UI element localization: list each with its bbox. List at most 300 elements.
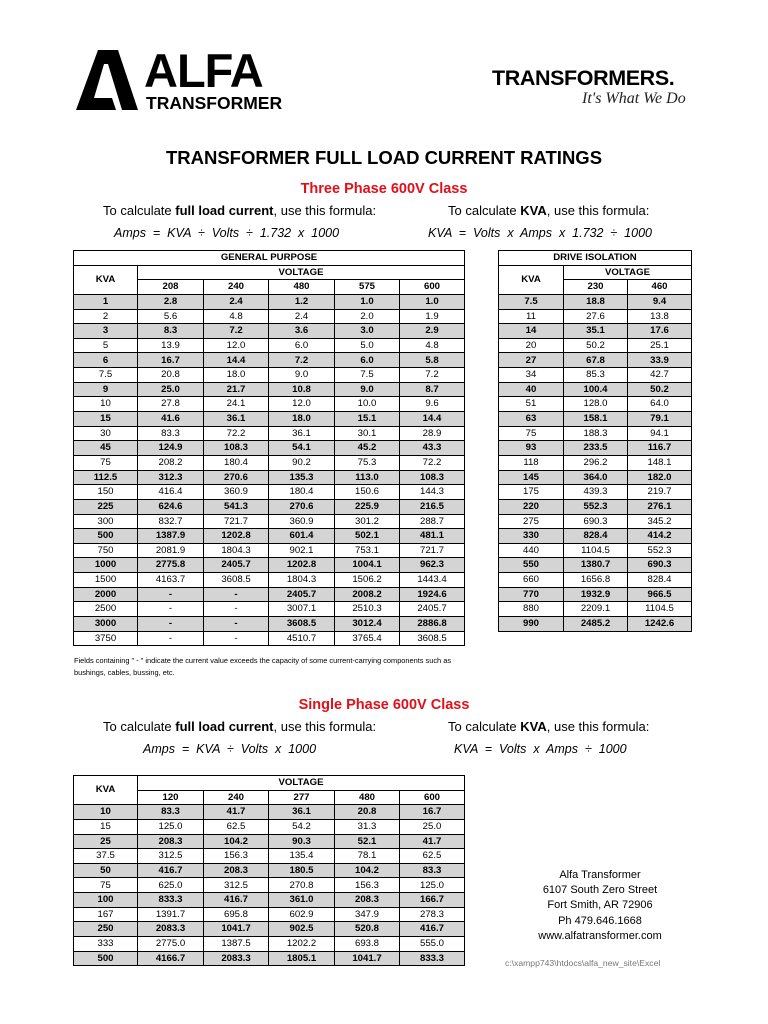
kva-cell: 9 — [74, 382, 138, 397]
kva-cell: 75 — [499, 426, 564, 441]
current-cell: 35.1 — [564, 324, 628, 339]
current-cell: 18.0 — [269, 412, 335, 427]
kva-cell: 880 — [499, 602, 564, 617]
current-cell: 3608.5 — [269, 617, 335, 632]
current-cell: 312.5 — [138, 849, 204, 864]
current-cell: 2405.7 — [400, 602, 465, 617]
table-row — [74, 602, 465, 617]
current-cell: 520.8 — [335, 922, 400, 937]
table-row — [499, 397, 692, 412]
current-cell: 690.3 — [628, 558, 692, 573]
table-row — [74, 631, 465, 646]
current-cell: 721.7 — [400, 543, 465, 558]
current-cell: - — [138, 587, 204, 602]
current-cell: 85.3 — [564, 368, 628, 383]
current-cell: 83.3 — [400, 863, 465, 878]
current-cell: 208.3 — [335, 893, 400, 908]
current-cell: 9.0 — [335, 382, 400, 397]
kva-cell: 250 — [74, 922, 138, 937]
current-cell: 108.3 — [400, 470, 465, 485]
current-cell: 54.1 — [269, 441, 335, 456]
current-cell: 481.1 — [400, 529, 465, 544]
current-cell: 1924.6 — [400, 587, 465, 602]
current-cell: 5.6 — [138, 309, 204, 324]
current-cell: 1443.4 — [400, 573, 465, 588]
kva-cell: 2 — [74, 309, 138, 324]
current-cell: 1387.5 — [204, 937, 269, 952]
kva-cell: 167 — [74, 907, 138, 922]
current-cell: 721.7 — [204, 514, 269, 529]
current-cell: 182.0 — [628, 470, 692, 485]
current-cell: 1380.7 — [564, 558, 628, 573]
current-cell: 27.6 — [564, 309, 628, 324]
current-cell: 188.3 — [564, 426, 628, 441]
table-row — [499, 587, 692, 602]
table-row — [499, 470, 692, 485]
kva-cell: 1 — [74, 294, 138, 309]
drive-isolation-table — [498, 250, 692, 632]
table-row — [499, 368, 692, 383]
single-phase-kva-label: To calculate KVA, use this formula: — [448, 719, 650, 734]
kva-cell: 75 — [74, 878, 138, 893]
current-cell: 4166.7 — [138, 951, 204, 966]
table-row — [74, 849, 465, 864]
current-cell: 1202.8 — [204, 529, 269, 544]
kva-cell: 330 — [499, 529, 564, 544]
current-cell: 135.4 — [269, 849, 335, 864]
current-cell: 416.7 — [204, 893, 269, 908]
street-address: 6107 South Zero Street — [542, 884, 658, 897]
kva-cell: 6 — [74, 353, 138, 368]
current-cell: 690.3 — [564, 514, 628, 529]
table-row — [74, 558, 465, 573]
current-cell: 1804.3 — [269, 573, 335, 588]
current-cell: 2.4 — [269, 309, 335, 324]
current-cell: 7.5 — [335, 368, 400, 383]
current-cell: 15.1 — [335, 412, 400, 427]
table-row — [499, 573, 692, 588]
table-row — [74, 543, 465, 558]
current-cell: 4.8 — [204, 309, 269, 324]
kva-cell: 7.5 — [499, 294, 564, 309]
voltage-column-header: 480 — [335, 790, 400, 805]
table-row — [74, 455, 465, 470]
table-row — [74, 353, 465, 368]
current-cell: 67.8 — [564, 353, 628, 368]
city-state-zip: Fort Smith, AR 72906 — [547, 899, 653, 912]
current-cell: 72.2 — [400, 455, 465, 470]
single-phase-amps-formula: Amps = KVA ÷ Volts x 1000 — [143, 742, 317, 756]
current-cell: 3.0 — [335, 324, 400, 339]
current-cell: 7.2 — [400, 368, 465, 383]
current-cell: 541.3 — [204, 499, 269, 514]
current-cell: 166.7 — [400, 893, 465, 908]
current-cell: 416.7 — [138, 863, 204, 878]
voltage-column-header: 277 — [269, 790, 335, 805]
kva-cell: 40 — [499, 382, 564, 397]
current-cell: 180.4 — [204, 455, 269, 470]
current-cell: 79.1 — [628, 412, 692, 427]
logo-text: ALFA — [144, 44, 263, 97]
three-phase-amps-formula: Amps = KVA ÷ Volts ÷ 1.732 x 1000 — [114, 226, 340, 240]
current-cell: 50.2 — [628, 382, 692, 397]
three-phase-amps-label: To calculate full load current, use this formula: — [103, 203, 377, 218]
current-cell: 144.3 — [400, 485, 465, 500]
kva-cell: 2500 — [74, 602, 138, 617]
voltage-header: VOLTAGE — [564, 265, 692, 280]
current-cell: 25.0 — [400, 819, 465, 834]
single-phase-table — [73, 775, 465, 966]
company-name: Alfa Transformer — [559, 869, 641, 881]
current-cell: 180.5 — [269, 863, 335, 878]
kva-cell: 25 — [74, 834, 138, 849]
current-cell: 276.1 — [628, 499, 692, 514]
current-cell: 125.0 — [138, 819, 204, 834]
table-row — [499, 543, 692, 558]
current-cell: 208.3 — [138, 834, 204, 849]
current-cell: 1656.8 — [564, 573, 628, 588]
current-cell: 9.4 — [628, 294, 692, 309]
kva-cell: 333 — [74, 937, 138, 952]
table-row — [74, 529, 465, 544]
current-cell: 2.0 — [335, 309, 400, 324]
kva-cell: 45 — [74, 441, 138, 456]
voltage-column-header: 575 — [335, 280, 400, 295]
current-cell: 62.5 — [400, 849, 465, 864]
tagline: It's What We Do — [582, 90, 686, 107]
kva-cell: 1500 — [74, 573, 138, 588]
current-cell: 156.3 — [204, 849, 269, 864]
kva-cell: 3 — [74, 324, 138, 339]
kva-column-header: KVA — [74, 776, 138, 805]
current-cell: 2081.9 — [138, 543, 204, 558]
current-cell: 83.3 — [138, 805, 204, 820]
general-purpose-title: GENERAL PURPOSE — [74, 251, 465, 266]
kva-cell: 660 — [499, 573, 564, 588]
current-cell: 216.5 — [400, 499, 465, 514]
kva-cell: 7.5 — [74, 368, 138, 383]
table-row — [74, 617, 465, 632]
current-cell: 208.3 — [204, 863, 269, 878]
current-cell: 10.8 — [269, 382, 335, 397]
kva-cell: 100 — [74, 893, 138, 908]
current-cell: 1.0 — [335, 294, 400, 309]
current-cell: 148.1 — [628, 455, 692, 470]
current-cell: 36.1 — [204, 412, 269, 427]
current-cell: 2209.1 — [564, 602, 628, 617]
current-cell: 695.8 — [204, 907, 269, 922]
current-cell: 1506.2 — [335, 573, 400, 588]
current-cell: 347.9 — [335, 907, 400, 922]
current-cell: 270.6 — [204, 470, 269, 485]
table-row — [499, 441, 692, 456]
three-phase-kva-formula: KVA = Volts x Amps x 1.732 ÷ 1000 — [428, 226, 652, 240]
table-row — [74, 499, 465, 514]
current-cell: 30.1 — [335, 426, 400, 441]
alfa-logo-mark-icon — [72, 44, 142, 114]
table-row — [499, 338, 692, 353]
current-cell: 2008.2 — [335, 587, 400, 602]
current-cell: 833.3 — [400, 951, 465, 966]
drive-isolation-title: DRIVE ISOLATION — [499, 251, 692, 266]
current-cell: 12.0 — [204, 338, 269, 353]
current-cell: 54.2 — [269, 819, 335, 834]
table-row — [74, 412, 465, 427]
current-cell: - — [138, 602, 204, 617]
table-row — [499, 485, 692, 500]
current-cell: 208.2 — [138, 455, 204, 470]
current-cell: 43.3 — [400, 441, 465, 456]
current-cell: 72.2 — [204, 426, 269, 441]
voltage-header: VOLTAGE — [138, 265, 465, 280]
current-cell: 312.3 — [138, 470, 204, 485]
table-row — [74, 893, 465, 908]
current-cell: 1242.6 — [628, 617, 692, 632]
current-cell: 104.2 — [204, 834, 269, 849]
current-cell: 832.7 — [138, 514, 204, 529]
current-cell: 693.8 — [335, 937, 400, 952]
current-cell: 312.5 — [204, 878, 269, 893]
current-cell: 1.2 — [269, 294, 335, 309]
current-cell: 125.0 — [400, 878, 465, 893]
current-cell: 602.9 — [269, 907, 335, 922]
current-cell: 20.8 — [138, 368, 204, 383]
current-cell: 502.1 — [335, 529, 400, 544]
current-cell: 416.4 — [138, 485, 204, 500]
table-row — [499, 294, 692, 309]
current-cell: 1.0 — [400, 294, 465, 309]
current-cell: 41.7 — [204, 805, 269, 820]
current-cell: 288.7 — [400, 514, 465, 529]
current-cell: 219.7 — [628, 485, 692, 500]
three-phase-heading: Three Phase 600V Class — [300, 181, 468, 197]
current-cell: 50.2 — [564, 338, 628, 353]
current-cell: 2510.3 — [335, 602, 400, 617]
current-cell: 3.6 — [269, 324, 335, 339]
current-cell: 345.2 — [628, 514, 692, 529]
table-row — [74, 309, 465, 324]
current-cell: 2405.7 — [269, 587, 335, 602]
current-cell: 124.9 — [138, 441, 204, 456]
single-phase-heading: Single Phase 600V Class — [298, 697, 470, 713]
current-cell: 12.0 — [269, 397, 335, 412]
table-row — [74, 368, 465, 383]
kva-cell: 175 — [499, 485, 564, 500]
current-cell: 135.3 — [269, 470, 335, 485]
current-cell: 833.3 — [138, 893, 204, 908]
table-row — [499, 602, 692, 617]
current-cell: 270.6 — [269, 499, 335, 514]
kva-cell: 51 — [499, 397, 564, 412]
phone-number: Ph 479.646.1668 — [558, 914, 642, 927]
current-cell: 128.0 — [564, 397, 628, 412]
current-cell: 33.9 — [628, 353, 692, 368]
voltage-column-header: 230 — [564, 280, 628, 295]
kva-cell: 990 — [499, 617, 564, 632]
current-cell: 17.6 — [628, 324, 692, 339]
current-cell: 753.1 — [335, 543, 400, 558]
current-cell: 6.0 — [335, 353, 400, 368]
voltage-column-header: 240 — [204, 280, 269, 295]
kva-cell: 550 — [499, 558, 564, 573]
kva-cell: 5 — [74, 338, 138, 353]
current-cell: 3012.4 — [335, 617, 400, 632]
general-purpose-table — [73, 250, 465, 646]
current-cell: - — [138, 631, 204, 646]
kva-cell: 112.5 — [74, 470, 138, 485]
current-cell: 601.4 — [269, 529, 335, 544]
current-cell: - — [204, 602, 269, 617]
current-cell: 24.1 — [204, 397, 269, 412]
current-cell: 94.1 — [628, 426, 692, 441]
current-cell: 18.8 — [564, 294, 628, 309]
current-cell: 45.2 — [335, 441, 400, 456]
current-cell: 2.4 — [204, 294, 269, 309]
current-cell: 150.6 — [335, 485, 400, 500]
current-cell: 27.8 — [138, 397, 204, 412]
current-cell: 361.0 — [269, 893, 335, 908]
current-cell: 8.3 — [138, 324, 204, 339]
current-cell: 360.9 — [204, 485, 269, 500]
table-row — [74, 878, 465, 893]
current-cell: 20.8 — [335, 805, 400, 820]
kva-cell: 27 — [499, 353, 564, 368]
current-cell: 9.6 — [400, 397, 465, 412]
current-cell: 3007.1 — [269, 602, 335, 617]
current-cell: 36.1 — [269, 426, 335, 441]
kva-column-header: KVA — [74, 265, 138, 294]
current-cell: - — [138, 617, 204, 632]
current-cell: 1041.7 — [335, 951, 400, 966]
table-row — [499, 382, 692, 397]
current-cell: 21.7 — [204, 382, 269, 397]
table-row — [74, 426, 465, 441]
kva-cell: 75 — [74, 455, 138, 470]
current-cell: 156.3 — [335, 878, 400, 893]
current-cell: 6.0 — [269, 338, 335, 353]
current-cell: 83.3 — [138, 426, 204, 441]
current-cell: 8.7 — [400, 382, 465, 397]
current-cell: 1202.2 — [269, 937, 335, 952]
current-cell: 42.7 — [628, 368, 692, 383]
current-cell: 4510.7 — [269, 631, 335, 646]
kva-cell: 3000 — [74, 617, 138, 632]
three-phase-kva-label: To calculate KVA, use this formula: — [448, 203, 650, 218]
current-cell: 90.3 — [269, 834, 335, 849]
table-row — [74, 834, 465, 849]
current-cell: 962.3 — [400, 558, 465, 573]
current-cell: 158.1 — [564, 412, 628, 427]
table-row — [74, 907, 465, 922]
current-cell: 7.2 — [269, 353, 335, 368]
current-cell: 4.8 — [400, 338, 465, 353]
kva-cell: 275 — [499, 514, 564, 529]
current-cell: 1202.8 — [269, 558, 335, 573]
current-cell: 5.8 — [400, 353, 465, 368]
current-cell: 14.4 — [204, 353, 269, 368]
kva-cell: 14 — [499, 324, 564, 339]
kva-cell: 118 — [499, 455, 564, 470]
voltage-column-header: 480 — [269, 280, 335, 295]
current-cell: 552.3 — [628, 543, 692, 558]
table-row — [74, 863, 465, 878]
current-cell: 2775.0 — [138, 937, 204, 952]
kva-cell: 2000 — [74, 587, 138, 602]
current-cell: 2083.3 — [204, 951, 269, 966]
current-cell: 13.9 — [138, 338, 204, 353]
current-cell: 902.1 — [269, 543, 335, 558]
current-cell: 78.1 — [335, 849, 400, 864]
current-cell: 439.3 — [564, 485, 628, 500]
current-cell: 1391.7 — [138, 907, 204, 922]
current-cell: 7.2 — [204, 324, 269, 339]
table-row — [74, 324, 465, 339]
current-cell: 1104.5 — [628, 602, 692, 617]
current-cell: 1805.1 — [269, 951, 335, 966]
kva-cell: 770 — [499, 587, 564, 602]
table-row — [499, 499, 692, 514]
table-row — [74, 294, 465, 309]
kva-cell: 440 — [499, 543, 564, 558]
table-row — [499, 455, 692, 470]
table-row — [74, 805, 465, 820]
current-cell: 90.2 — [269, 455, 335, 470]
alfa-logo — [72, 44, 292, 116]
current-cell: 902.5 — [269, 922, 335, 937]
current-cell: 14.4 — [400, 412, 465, 427]
current-cell: 1.9 — [400, 309, 465, 324]
website-link[interactable]: www.alfatransformer.com — [538, 929, 662, 942]
current-cell: 301.2 — [335, 514, 400, 529]
company-address — [520, 868, 680, 944]
voltage-column-header: 600 — [400, 790, 465, 805]
current-cell: 1104.5 — [564, 543, 628, 558]
voltage-column-header: 208 — [138, 280, 204, 295]
kva-cell: 15 — [74, 412, 138, 427]
kva-column-header: KVA — [499, 265, 564, 294]
current-cell: 1804.3 — [204, 543, 269, 558]
voltage-column-header: 460 — [628, 280, 692, 295]
table-row — [74, 573, 465, 588]
kva-cell: 10 — [74, 805, 138, 820]
current-cell: 1387.9 — [138, 529, 204, 544]
current-cell: 1932.9 — [564, 587, 628, 602]
kva-cell: 750 — [74, 543, 138, 558]
logo-subtext: TRANSFORMER — [146, 93, 283, 113]
current-cell: 360.9 — [269, 514, 335, 529]
kva-cell: 3750 — [74, 631, 138, 646]
table-row — [499, 617, 692, 632]
kva-cell: 20 — [499, 338, 564, 353]
current-cell: 966.5 — [628, 587, 692, 602]
transformers-brand — [492, 66, 702, 116]
table-row — [74, 922, 465, 937]
current-cell: 100.4 — [564, 382, 628, 397]
table-row — [74, 951, 465, 966]
current-cell: 62.5 — [204, 819, 269, 834]
current-cell: 270.8 — [269, 878, 335, 893]
kva-cell: 34 — [499, 368, 564, 383]
current-cell: 108.3 — [204, 441, 269, 456]
table-row — [499, 412, 692, 427]
table-row — [74, 441, 465, 456]
table-row — [499, 514, 692, 529]
current-cell: 41.6 — [138, 412, 204, 427]
current-cell: 2083.3 — [138, 922, 204, 937]
current-cell: 25.0 — [138, 382, 204, 397]
current-cell: 296.2 — [564, 455, 628, 470]
table-row — [499, 426, 692, 441]
